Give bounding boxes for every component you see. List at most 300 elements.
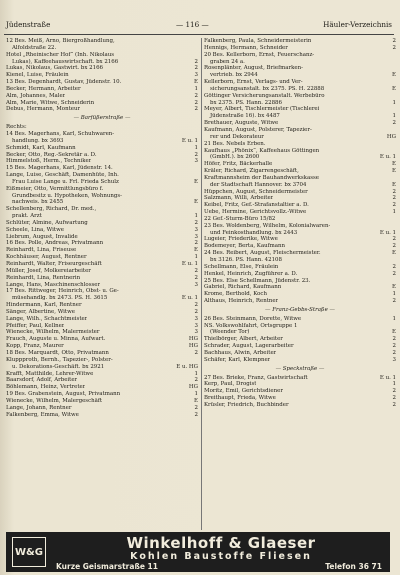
entry-text: 18 Bes. Marquardt, Otto, Privatmann (6, 349, 109, 356)
directory-entry (204, 298, 396, 305)
directory-entry (6, 398, 198, 405)
directory-entry (6, 79, 198, 86)
directory-entry (204, 316, 396, 323)
entry-text: Alm, Marie, Witwe, Schneiderin (6, 99, 95, 106)
entry-floor: 2 (194, 58, 198, 65)
directory-entry (204, 284, 396, 291)
entry-text: 22 Gef.-Sturm-Büro 15/82 (204, 215, 276, 222)
entry-floor: 2 (392, 401, 396, 408)
directory-entry (6, 412, 198, 419)
entry-floor: HG (188, 336, 198, 343)
entry-floor (196, 165, 198, 172)
entry-floor: 2 (194, 404, 198, 411)
street-heading: — Barfüßerstraße — (73, 115, 131, 122)
directory-entry (6, 384, 198, 391)
entry-text: Himmelstoß, Herm., Techniker (6, 158, 92, 165)
directory-entry (6, 336, 198, 343)
entry-text: NS. Volkswohlfahrt, Ortsgruppe 1 (204, 322, 298, 329)
entry-floor: E u. HG (176, 363, 198, 370)
entry-floor: 3 (194, 322, 198, 329)
entry-text: vertrieb. bx 2944 (210, 72, 258, 79)
directory-entry (204, 100, 396, 107)
entry-floor: 3 (194, 158, 198, 165)
entry-text: 21 Bes. Nebels Erben. (204, 140, 266, 147)
entry-text: Eißmeier, Otto, Vermittlungsbüro f. (6, 185, 104, 192)
directory-entry (6, 38, 198, 45)
entry-floor: 1 (194, 85, 198, 92)
directory-entry (6, 145, 198, 152)
directory-entry (204, 52, 396, 59)
entry-text: 16 Bes. Polle, Andreas, Privatmann (6, 240, 104, 247)
entry-text: Becker, Otto, Reg.-Sekretär a. D. (6, 151, 97, 158)
entry-text: Uebe, Hermine, Gerichtsvollz.-Witwe (204, 209, 307, 216)
entry-text: Höfer, Fritz, Bäckerhalle (204, 161, 273, 168)
entry-text: Kochhäuser, August, Rentner (6, 254, 87, 261)
entry-floor: E (392, 329, 396, 336)
entry-floor: E (392, 250, 396, 257)
entry-floor: 2 (194, 308, 198, 315)
entry-text: Schmidt, Karl, Kaufmann (6, 144, 76, 151)
entry-floor (196, 172, 198, 179)
directory-entry (204, 161, 396, 168)
entry-text: Scheele, Lina, Witwe (6, 226, 64, 233)
entry-floor (196, 288, 198, 295)
entry-floor: HG (188, 384, 198, 391)
directory-entry (204, 45, 396, 52)
entry-floor: 2 (392, 44, 396, 51)
entry-text: 19 Bes. Grabenstein, August, Privatmann (6, 391, 121, 398)
entry-text: Frau Luise Lange u. Frl. Frieda Schulz (12, 178, 119, 185)
entry-text: Lange, Wilh., Schachtmeister (6, 315, 88, 322)
directory-entry (6, 199, 198, 206)
directory-entry (204, 134, 396, 141)
directory-entry (6, 131, 198, 138)
entry-text: Breithaupt, Frieda, Witwe (204, 395, 276, 402)
entry-text: Pfeiffer, Paul, Kellner (6, 322, 65, 329)
entry-floor (394, 216, 396, 223)
entry-text: 20 Bes. Kellerborn, Ernst, Feuerschanz- (204, 51, 315, 58)
entry-floor (196, 186, 198, 193)
directory-entry (6, 213, 198, 220)
entry-floor: 3 (194, 226, 198, 233)
entry-text: 14 Bes. Magerhans, Karl, Schuhwaren- (6, 130, 115, 137)
directory-entry (204, 189, 396, 196)
directory-entry (6, 323, 198, 330)
entry-text: 23 Bes. Woldenberg, Wilhelm, Kolonialwaren- (204, 222, 331, 229)
entry-floor: 2 (194, 151, 198, 158)
directory-entry (204, 395, 396, 402)
entry-floor (394, 93, 396, 100)
page-number: — 116 — (176, 20, 209, 29)
directory-entry (204, 402, 396, 409)
directory-entry (204, 388, 396, 395)
directory-entry (204, 93, 396, 100)
directory-entry (204, 127, 396, 134)
entry-floor (394, 106, 396, 113)
entry-text: Sänger, Albertine, Witwe (6, 308, 75, 315)
entry-floor: E (194, 199, 198, 206)
directory-entry (6, 275, 198, 282)
entry-text: Müller, Josef, Molkereiarbeiter (6, 267, 91, 274)
entry-text: Krome, Berthold, Koch (204, 291, 267, 298)
entry-floor (394, 278, 396, 285)
entry-floor: E u. 1 (181, 295, 198, 302)
entry-floor: 2 (392, 202, 396, 209)
directory-entry (6, 52, 198, 59)
advertisement (6, 532, 390, 572)
directory-entry (204, 72, 396, 79)
entry-floor (394, 257, 396, 264)
directory-entry (6, 152, 198, 159)
directory-entry (6, 343, 198, 350)
directory-entry (204, 329, 396, 336)
entry-floor (394, 127, 396, 134)
entry-floor: 2 (194, 349, 198, 356)
entry-text: Liebrum, August, Invalide (6, 233, 78, 240)
directory-entry (204, 182, 396, 189)
side-label: Rechts: (6, 124, 27, 131)
entry-floor: 2 (392, 243, 396, 250)
entry-floor: 2 (392, 38, 396, 44)
directory-entry (6, 254, 198, 261)
left-column (6, 38, 198, 418)
directory-entry (6, 86, 198, 93)
directory-entry (204, 250, 396, 257)
entry-floor: E (392, 72, 396, 79)
entry-floor: 2 (392, 195, 396, 202)
directory-entry (204, 291, 396, 298)
directory-entry (204, 209, 396, 216)
entry-floor: E u. 1 (181, 137, 198, 144)
entry-text: Krafft, Matthilde, Lehrer-Witwe (6, 370, 94, 377)
entry-text: Wienecke, Wilhelm, Malergeschäft (6, 397, 103, 404)
entry-text: Kienel, Luise, Fräulein (6, 72, 69, 79)
entry-floor: E (392, 181, 396, 188)
directory-entry (6, 100, 198, 107)
entry-floor: E (194, 178, 198, 185)
entry-floor: 2 (392, 343, 396, 350)
entry-floor: 1 (392, 209, 396, 216)
entry-floor (196, 193, 198, 200)
entry-floor: 2 (194, 274, 198, 281)
header-street: Jüdenstraße (6, 20, 51, 29)
directory-entry (204, 278, 396, 285)
directory-entry (204, 38, 396, 45)
entry-floor: 3 (194, 233, 198, 240)
entry-text: Kellerborn, Ernst, Verlags- und Ver- (204, 79, 303, 86)
page-header (6, 20, 392, 34)
entry-text: sicherungsanstalt. bx 2375. PS. H. 22888 (210, 85, 325, 92)
entry-floor: HG (188, 343, 198, 350)
entry-text: Kraftmannsheim der Bauhandwerkskasse (204, 174, 320, 181)
entry-text: Hüppchen, August, Schneidermeister (204, 188, 308, 195)
entry-floor: 2 (392, 236, 396, 243)
company-logo: W&G (12, 537, 46, 567)
entry-text: Kluppproth, Bernh., Tapezier-, Polster- (6, 356, 113, 363)
entry-text: Kerp, Paul, Drogist (204, 381, 257, 388)
entry-floor: 2 (194, 106, 198, 113)
entry-floor: E (194, 397, 198, 404)
entry-floor: 2 (194, 92, 198, 99)
entry-floor: 3 (194, 281, 198, 288)
entry-floor (394, 223, 396, 230)
directory-entry (204, 154, 396, 161)
entry-floor: 3 (194, 329, 198, 336)
header-rule (4, 34, 394, 35)
entry-text: bx 3126. PS. Hann. 42108 (210, 257, 282, 263)
directory-entry (6, 165, 198, 172)
directory-entry (6, 391, 198, 398)
directory-entry (6, 138, 198, 145)
directory-entry (6, 193, 198, 200)
entry-text: Schäfer, Karl, Klempner (204, 356, 271, 363)
directory-entry (6, 106, 198, 113)
entry-text: Falkenberg, Paula, Schneidermeisterin (204, 38, 312, 44)
directory-entry (6, 206, 198, 213)
entry-floor: 1 (194, 144, 198, 151)
entry-text: Alm, Johannes, Maler (6, 92, 66, 99)
entry-floor: E u. 1 (379, 154, 396, 161)
entry-floor: 2 (194, 267, 198, 274)
entry-floor: 2 (194, 219, 198, 226)
directory-entry (204, 223, 396, 230)
directory-entry (204, 236, 396, 243)
directory-entry (6, 288, 198, 295)
entry-floor: 2 (194, 99, 198, 106)
entry-floor (394, 323, 396, 330)
entry-floor: 2 (392, 349, 396, 356)
entry-floor: E (194, 247, 198, 254)
entry-floor: 3 (392, 356, 396, 363)
entry-text: Kaufhaus „Phönix“, Kaffeehaus Göttingen (204, 147, 320, 154)
directory-entry (6, 234, 198, 241)
entry-floor (196, 206, 198, 213)
entry-floor: E u. 1 (379, 374, 396, 381)
entry-floor: E u. 1 (181, 261, 198, 267)
entry-floor: E (392, 168, 396, 175)
directory-entry (6, 93, 198, 100)
entry-text: Falkenberg, Emma, Witwe (6, 411, 79, 418)
entry-floor: 2 (392, 120, 396, 127)
entry-text: u. Dekorations-Geschäft. bx 2921 (12, 363, 105, 370)
entry-floor (394, 148, 396, 155)
entry-floor: 2 (392, 263, 396, 270)
directory-entry (6, 261, 198, 268)
directory-entry (204, 336, 396, 343)
directory-entry (6, 72, 198, 79)
entry-floor: 1 (392, 315, 396, 322)
entry-text: 24 Bes. Reibert, August, Fleischermeister. (204, 250, 321, 257)
directory-entry (6, 268, 198, 275)
entry-text: Althaus, Heinrich, Rentner (204, 298, 279, 305)
entry-text: Grundbesitz u. Hypotheken, Wohnungs- (12, 192, 122, 199)
entry-text: Rosenplänter, August, Briefmarken- (204, 65, 303, 72)
entry-floor: E (392, 85, 396, 92)
entry-floor (394, 59, 396, 66)
entry-floor: 2 (194, 377, 198, 384)
entry-text: Kaufmann, August, Polsterer, Tapezier- (204, 126, 312, 133)
directory-entry (6, 364, 198, 371)
directory-entry (204, 271, 396, 278)
directory-entry (204, 59, 396, 66)
directory-entry (6, 220, 198, 227)
entry-text: Gabriel, Richard, Kaufmann (204, 284, 282, 291)
entry-text: der Stadtschaft Hannover. bx 3704 (210, 181, 307, 188)
entry-text: Henkel, Heinrich, Zugführer a. D. (204, 270, 298, 277)
entry-text: handlung. bx 3693 (12, 137, 64, 144)
entry-text: Lange, Luise, Geschäft, Damenhüte, Inh. (6, 172, 119, 179)
entry-text: Krüsler, Friedrich, Buchbinder (204, 401, 289, 408)
entry-floor: 2 (194, 411, 198, 418)
entry-text: Keibel, Fritz, Gef.-Strafanstaltier a. D. (204, 202, 309, 209)
entry-floor: 3 (194, 72, 198, 79)
right-column (204, 38, 396, 409)
directory-entry (6, 377, 198, 384)
directory-entry (204, 264, 396, 271)
entry-text: bx 2375. PS. Hann. 22886 (210, 99, 282, 106)
entry-floor: 1 (194, 254, 198, 261)
entry-floor (196, 45, 198, 52)
directory-entry (204, 381, 396, 388)
directory-entry (6, 357, 198, 364)
entry-text: 26 Bes. Steinmann, Dorette, Witwe (204, 315, 302, 322)
entry-floor: 1 (392, 381, 396, 388)
entry-text: Reinhardt, Lina, Friseuse (6, 247, 77, 254)
directory-entry (204, 257, 396, 264)
entry-text: Brethauer, Auguste, Witwe (204, 120, 279, 127)
entry-text: Thielbörger, Albert, Arbeiter (204, 336, 283, 343)
directory-entry (6, 316, 198, 323)
entry-floor: 1 (392, 291, 396, 298)
entry-text: prakt. Arzt (12, 213, 42, 220)
entry-text: 13 Bes. Degenhardt, Gustav, Jüdenstr. 10. (6, 79, 122, 86)
entry-text: Schrader, August, Lagerarbeiter (204, 343, 294, 350)
entry-text: (Weender Tor) (210, 329, 250, 336)
directory-entry (6, 295, 198, 302)
entry-text: Jüdenstraße 16). bx 4487 (210, 113, 280, 120)
entry-text: Lukas), Kaffeehauswirtschaft. bx 2166 (12, 58, 119, 65)
entry-floor: 2 (392, 336, 396, 343)
directory-entry (204, 202, 396, 209)
ad-subtitle: Kohlen Baustoffe Fliesen (130, 551, 312, 562)
entry-text: 12 Bes. Meiß, Arno, Biergroßhandlung, (6, 38, 115, 44)
directory-entry (204, 243, 396, 250)
directory-entry (6, 302, 198, 309)
entry-text: Alfoldstraße 22. (12, 44, 57, 51)
directory-entry (204, 113, 396, 120)
entry-text: (GmbH.). bx 2600 (210, 154, 260, 161)
directory-entry (6, 309, 198, 316)
entry-text: Salzmann, Willi, Arbeiter (204, 195, 274, 202)
entry-text: Lange, Johann, Rentner (6, 404, 72, 411)
directory-entry (204, 323, 396, 330)
directory-entry (6, 65, 198, 72)
directory-entry (6, 59, 198, 66)
directory-entry (204, 168, 396, 175)
directory-entry (6, 158, 198, 165)
entry-text: Bachhaus, Alwin, Arbeiter (204, 349, 277, 356)
entry-floor: 1 (392, 113, 396, 120)
entry-text: 25 Bes. Else Schellmann, Jüdenstr. 23. (204, 277, 311, 284)
entry-text: Hindermann, Karl, Rentner (6, 302, 82, 309)
directory-entry (204, 357, 396, 364)
entry-floor: E u. 1 (379, 229, 396, 236)
entry-floor: 1 (194, 391, 198, 398)
entry-text: Böhlemann, Heinz, Vertreter (6, 384, 86, 391)
entry-text: Kopp, Franz, Maurer (6, 343, 64, 350)
directory-entry (6, 247, 198, 254)
entry-floor: HG (386, 133, 396, 140)
directory-entry (204, 106, 396, 113)
entry-floor: 2 (392, 388, 396, 395)
entry-floor: 3 (194, 315, 198, 322)
directory-entry (204, 79, 396, 86)
directory-entry (204, 195, 396, 202)
directory-entry (6, 371, 198, 378)
directory-entry (204, 120, 396, 127)
directory-entry (6, 350, 198, 357)
ad-phone: Telefon 36 71 (325, 562, 382, 571)
entry-floor: 2 (392, 395, 396, 402)
street-heading: — Speckstraße — (275, 365, 325, 372)
entry-floor: 2 (392, 270, 396, 277)
directory-entry (6, 240, 198, 247)
entry-text: Wienecke, Wilhelm, Malermeister (6, 329, 100, 336)
directory-entry (204, 350, 396, 357)
entry-text: Lange, Hans, Maschinenschlosser (6, 281, 101, 288)
column-divider (201, 38, 202, 530)
entry-text: und Feinkosthandlung. bx 2443 (210, 229, 298, 236)
directory-entry (204, 216, 396, 223)
entry-floor (196, 52, 198, 59)
entry-text: Reinhardt, Walter, Friseurgeschäft (6, 261, 102, 267)
entry-floor (196, 131, 198, 138)
directory-entry (6, 45, 198, 52)
entry-text: 27 Bes. Brieke, Franz, Gastwirtschaft (204, 374, 308, 381)
header-title: Häuler-Verzeichnis (323, 20, 392, 29)
directory-entry (6, 172, 198, 179)
entry-floor (394, 79, 396, 86)
directory-entry (6, 186, 198, 193)
entry-text: Hennigs, Hermann, Schneider (204, 44, 288, 51)
directory-entry (204, 175, 396, 182)
directory-entry (204, 86, 396, 93)
entry-floor: 1 (194, 213, 198, 220)
entry-floor: 1 (392, 99, 396, 106)
directory-entry (204, 148, 396, 155)
entry-text: 15 Bes. Magerhans, Karl, Jüdenstr. 14. (6, 165, 113, 172)
entry-text: Bodemeyer, Berta, Kaufmann (204, 243, 286, 250)
directory-entry (204, 230, 396, 237)
entry-text: Moritz, Emil, Gerichtsdiener (204, 388, 283, 395)
entry-text: Hotel „Rheinischer Hof“ (Inh. Nikolaus (6, 51, 115, 58)
entry-text: Frauch, Auguste u. Minna, Aufwart. (6, 336, 106, 343)
entry-floor: 2 (392, 298, 396, 305)
entry-floor: E (392, 284, 396, 291)
entry-floor (196, 357, 198, 364)
entry-floor: 2 (194, 65, 198, 72)
entry-floor (394, 65, 396, 72)
entry-text: graben 24 a. (210, 58, 245, 65)
entry-floor: E (392, 161, 396, 168)
entry-text: nachweis. bx 2455 (12, 199, 64, 206)
directory-entry (6, 179, 198, 186)
entry-text: Lugeier, Friederike, Witwe (204, 236, 278, 243)
entry-text: Schellmann, Else, Fräulein (204, 263, 279, 270)
entry-text: Baarsdorf, Adolf, Arbeiter (6, 377, 78, 384)
ad-title: Winkelhoff & Glaeser (126, 534, 316, 552)
entry-floor: 1 (194, 370, 198, 377)
